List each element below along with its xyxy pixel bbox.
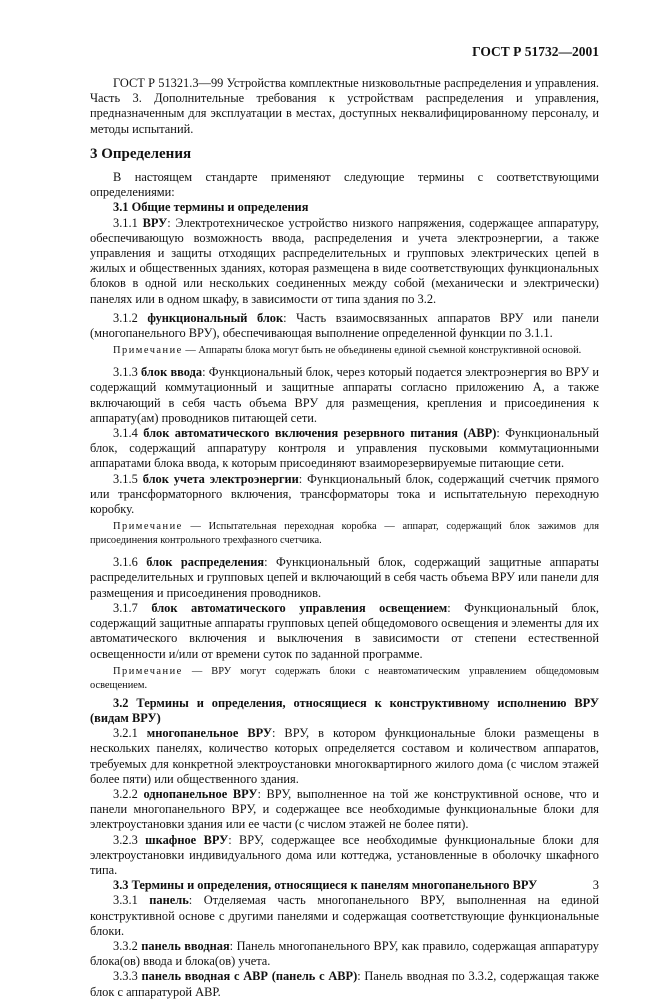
- section-lead: В настоящем стандарте применяют следующие термины с соответствующими определениями:: [90, 170, 599, 200]
- standard-header: ГОСТ Р 51732—2001: [472, 44, 599, 59]
- definition-text: : Функциональный блок, содержащий счетчик прямого или трансформаторного включения, трансформаторы тока и испытательную переходную коробку.: [90, 471, 599, 517]
- page-number: 3: [592, 878, 599, 892]
- defined-term: блок ввода: [141, 365, 203, 380]
- definition-number: 3.1.5: [113, 471, 138, 486]
- definition-3-1-1: [90, 216, 599, 307]
- defined-term: блок автоматического включения резервного питания (АВР): [143, 426, 497, 441]
- definition-3-2-3: [90, 833, 599, 879]
- section-title: 3 Определения: [90, 145, 192, 162]
- defined-term: шкафное ВРУ: [145, 832, 229, 847]
- definition-number: 3.1.7: [113, 600, 138, 615]
- definition-text: : Часть взаимосвязанных аппаратов ВРУ или панели (многопанельного ВРУ), обеспечивающая выполнение определенной функции по 3.1.1.: [90, 310, 599, 341]
- definition-text: : Функциональный блок, через который подается электроэнергия во ВРУ и содержащий коммутационный и защитные аппараты согласно приложению А, а также включающий в себя часть объема ВРУ для размещения, крепления и присоединения к аппарату(ам) проводников питающей сети.: [90, 365, 599, 425]
- definition-text: : Панель вводная по 3.3.2, содержащая также блок с аппаратурой АВР.: [90, 969, 599, 999]
- definition-3-1-7: [90, 601, 599, 662]
- note-2: [90, 520, 599, 548]
- definition-number: 3.1.3: [113, 365, 138, 380]
- subsection-heading: 3.1 Общие термины и определения: [113, 200, 309, 215]
- defined-term: многопанельное ВРУ: [146, 726, 272, 741]
- note-text: — Испытательная переходная коробка — аппарат, содержащий блок зажимов для присоединения контрольного трехфазного счетчика.: [90, 521, 599, 547]
- note-text: — ВРУ могут содержать блоки с неавтоматическим управлением общедомовым освещением.: [90, 665, 599, 691]
- defined-term: функциональный блок: [147, 310, 284, 325]
- definition-text: : Функциональный блок, содержащий защитные аппараты групповых цепей общедомового освещения и элементы для их автоматического включения и выключения в зависимости от степени естественной освещенности и/или от времени суток по заданной программе.: [90, 600, 599, 661]
- definition-number: 3.1.4: [113, 426, 138, 441]
- defined-term: однопанельное ВРУ: [143, 786, 258, 801]
- defined-term: блок распределения: [146, 555, 265, 570]
- defined-term: блок автоматического управления освещением: [151, 600, 448, 615]
- subsection-heading: 3.2 Термины и определения, относящиеся к конструктивному исполнению ВРУ (видам ВРУ): [90, 695, 599, 725]
- definition-3-2-2: [90, 787, 599, 833]
- note-label: Примечание: [113, 345, 183, 357]
- definition-number: 3.3.1: [113, 893, 138, 908]
- note-label: Примечание: [113, 665, 183, 677]
- reference-paragraph: ГОСТ Р 51321.3—99 Устройства комплектные низковольтные распределения и управления. Часть 3. Дополнительные требования к устройствам распределения и управления, предназначенным для эксплуатации в местах, доступных неквалифицированному персоналу, и методы испытаний.: [90, 76, 599, 136]
- defined-term: панель вводная с АВР (панель с АВР): [141, 969, 358, 984]
- defined-term: блок учета электроэнергии: [142, 471, 299, 486]
- definition-text: : ВРУ, в котором функциональные блоки размещены в нескольких панелях, количество которых определяется составом и количеством аппаратов, требуемых для конкретной электроустановки многоквартирного жилого дома (с числом этажей более пяти) или общественного здания.: [90, 726, 599, 786]
- definition-3-1-2: [90, 311, 599, 341]
- page-content: [90, 76, 599, 1000]
- definition-number: 3.1.6: [113, 555, 138, 570]
- definition-text: : Электротехническое устройство низкого напряжения, содержащее аппаратуру, обеспечивающую возможность ввода, распределения и учета электроэнергии, а также управления и защиты отходящих распределительных и групповых электрических цепей в жилых и общественных зданиях, которая размещена в виде соответствующих функциональных блоков в одной или нескольких соединенных между собой (механически и электрически) панелях или в одном шкафу, в зависимости от типа здания по 3.2.: [90, 215, 599, 306]
- note-1: [90, 344, 599, 358]
- note-3: [90, 665, 599, 693]
- definition-3-1-5: [90, 472, 599, 518]
- defined-term: панель: [149, 893, 189, 908]
- definition-number: 3.2.3: [113, 832, 138, 847]
- definition-3-1-6: [90, 555, 599, 601]
- definition-number: 3.3.3: [113, 969, 138, 984]
- definition-text: : Функциональный блок, содержащий защитные аппараты распределительных и групповых цепей и включающий в себя часть объема ВРУ или панели для размещения и присоединения проводников.: [90, 555, 599, 600]
- definition-text: : ВРУ, содержащее все необходимые функциональные блоки для электроустановки индивидуального дома или коттеджа, установленные в оболочку шкафного типа.: [90, 832, 599, 877]
- definition-3-3-1: [90, 893, 599, 939]
- defined-term: панель вводная: [141, 938, 230, 953]
- definition-text: : Панель многопанельного ВРУ, как правило, содержащая аппаратуру блока(ов) ввода и блока(ов) учета.: [90, 938, 599, 969]
- definition-number: 3.1.1: [113, 215, 138, 230]
- definition-number: 3.2.1: [113, 726, 138, 741]
- definition-text: : Отделяемая часть многопанельного ВРУ, выполненная на единой конструктивной основе с другими панелями и содержащая соответствующие функциональные блоки.: [90, 893, 599, 938]
- definition-3-1-4: [90, 426, 599, 472]
- definition-text: : Функциональный блок, содержащий аппаратуру контроля и управления пусковыми коммутационными аппаратами блока ввода, к которым присоединяют взаиморезервируемые питающие сети.: [90, 426, 599, 471]
- note-label: Примечание: [113, 521, 183, 533]
- definition-number: 3.3.2: [113, 938, 138, 953]
- definition-3-3-2: [90, 939, 599, 969]
- note-text: — Аппараты блока могут быть не объединены единой съемной конструктивной основой.: [182, 345, 582, 357]
- subsection-heading: 3.3 Термины и определения, относящиеся к панелям многопанельного ВРУ: [113, 878, 538, 893]
- definition-text: : ВРУ, выполненное на той же конструктивной основе, что и панели многопанельного ВРУ, и содержащее все необходимые функциональные блоки для электроустановки здания или ее части (с числом этажей не более пяти).: [90, 786, 599, 832]
- definition-3-2-1: [90, 726, 599, 787]
- definition-number: 3.2.2: [113, 786, 138, 801]
- definition-3-3-3: [90, 969, 599, 999]
- definition-3-1-3: [90, 365, 599, 426]
- definition-number: 3.1.2: [113, 310, 138, 325]
- defined-term: ВРУ: [142, 215, 168, 230]
